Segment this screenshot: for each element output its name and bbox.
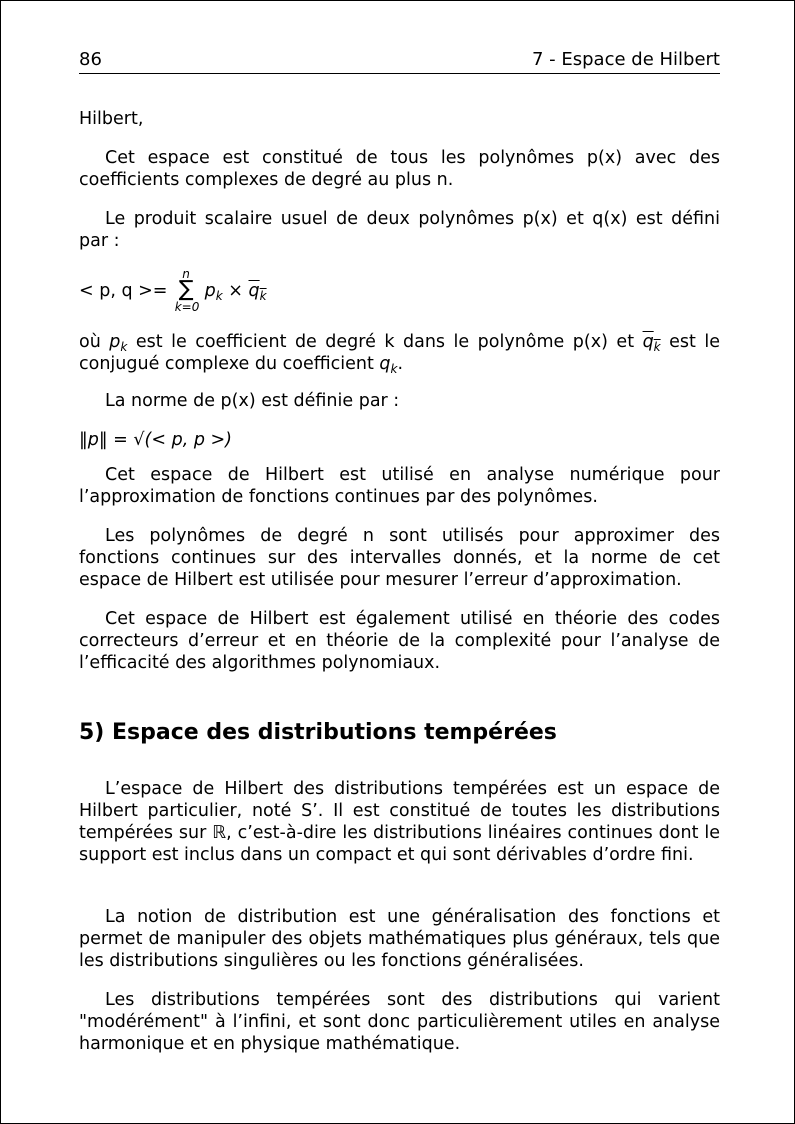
formula-lhs: < p, q >= xyxy=(79,281,168,301)
paragraph-3: Le produit scalaire usuel de deux polynômes p(x) et q(x) est défini par : xyxy=(79,209,720,251)
paragraph-8: Cet espace de Hilbert est également utilisé en théorie des codes correcteurs d’erreur et en théorie de la complexité pour l’analyse de l’efficacité des algorithmes polynomiaux. xyxy=(79,609,720,673)
paragraph-9-block xyxy=(79,778,720,866)
times-symbol: × xyxy=(228,281,243,301)
paragraph-11-block xyxy=(79,989,720,1055)
term-p: p xyxy=(204,281,216,301)
norm-lhs: ‖p‖ xyxy=(79,430,108,450)
page-header xyxy=(79,49,720,74)
paragraph-6-block xyxy=(79,464,720,508)
term-q-conjugate: q xyxy=(248,281,260,301)
paragraph-8-block xyxy=(79,608,720,674)
paragraph-9: L’espace de Hilbert des distributions tempérées est un espace de Hilbert particulier, noté S’. Il est constitué de toutes les distributions tempérées sur ℝ, c’est-à-dire les distributions linéaires continues dont le support est inclus dans un compact et qui sont dérivables d’ordre fini. xyxy=(79,779,720,865)
paragraph-5-block xyxy=(79,390,720,412)
inner-product-formula xyxy=(79,267,720,314)
paragraph-10-block xyxy=(79,906,720,972)
real-numbers-symbol: ℝ xyxy=(212,823,227,843)
term-q-subscript: k xyxy=(259,289,267,303)
chapter-title: 7 - Espace de Hilbert xyxy=(531,49,720,70)
page-number: 86 xyxy=(79,49,102,70)
paragraph-6: Cet espace de Hilbert est utilisé en analyse numérique pour l’approximation de fonctions continues par des polynômes. xyxy=(79,465,720,507)
paragraph-5: La norme de p(x) est définie par : xyxy=(105,391,400,411)
section-title: 5) Espace des distributions tempérées xyxy=(79,720,557,745)
paragraph-4: où $p_k$ est le coefficient de degré k dans le polynôme p(x) et $q_k$ est le conjugué complexe du coefficient $q_k$. xyxy=(79,332,720,376)
paragraph-10: La notion de distribution est une généralisation des fonctions et permet de manipuler des objets mathématiques plus généraux, tels que les distributions singulières ou les fonctions généralisées. xyxy=(79,907,720,971)
paragraph-11: Les distributions tempérées sont des distributions qui varient "modérément" à l’infini, et sont donc particulièrement utiles en analyse harmonique et en physique mathématique. xyxy=(79,990,720,1054)
paragraph-7-block xyxy=(79,525,720,591)
paragraph-2-block xyxy=(79,147,720,191)
paragraph-4-block xyxy=(79,331,720,375)
norm-rhs: √(< p, p >) xyxy=(133,430,233,450)
section-heading-block xyxy=(79,719,720,747)
term-p-subscript: k xyxy=(215,289,223,303)
sum-upper-bound: n xyxy=(182,267,190,281)
sum-lower-bound: k=0 xyxy=(174,300,200,314)
paragraph-3-block xyxy=(79,208,720,252)
norm-formula: ‖p‖ = √(< p, p >) xyxy=(79,430,233,450)
paragraph-hilbert xyxy=(79,108,720,130)
paragraph-2: Cet espace est constitué de tous les polynômes p(x) avec des coefficients complexes de degré au plus n. xyxy=(79,148,720,190)
sigma-symbol: ∑ xyxy=(178,277,194,302)
paragraph-7: Les polynômes de degré n sont utilisés pour approximer des fonctions continues sur des intervalles donnés, et la norme de cet espace de Hilbert est utilisée pour mesurer l’erreur d’approximation. xyxy=(79,526,720,590)
paragraph-1: Hilbert, xyxy=(79,109,144,129)
summation-symbol xyxy=(173,267,200,314)
